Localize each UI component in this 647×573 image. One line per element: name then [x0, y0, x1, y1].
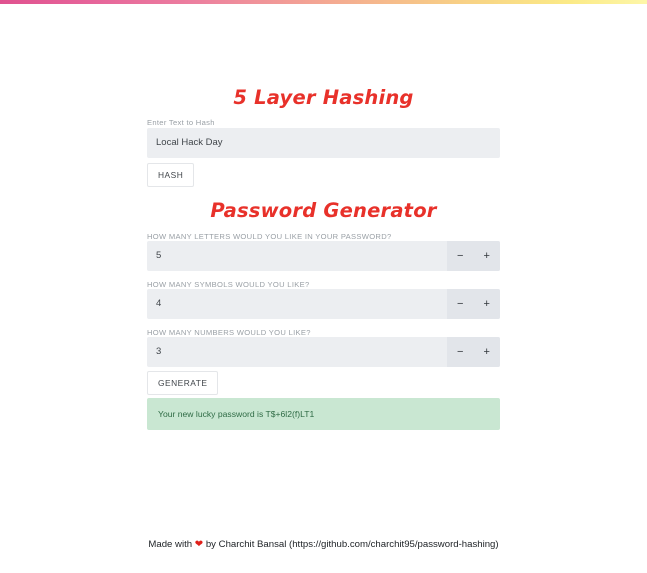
hashing-heading: 5 Layer Hashing	[233, 86, 414, 109]
letters-stepper-row[interactable]	[147, 241, 500, 271]
hash-input-label: Enter Text to Hash	[147, 118, 215, 127]
numbers-stepper[interactable]	[447, 337, 500, 367]
letters-field-label: HOW MANY LETTERS WOULD YOU LIKE IN YOUR PASSWORD?	[147, 232, 392, 241]
heart-icon: ❤	[194, 539, 204, 550]
symbols-stepper-row[interactable]	[147, 289, 500, 319]
numbers-input-value[interactable]: 3	[156, 346, 162, 357]
generate-button[interactable]: GENERATE	[147, 371, 218, 395]
numbers-stepper-row[interactable]	[147, 337, 500, 367]
symbols-decrement-button[interactable]: −	[449, 289, 471, 319]
letters-decrement-button[interactable]: −	[449, 241, 471, 271]
generate-button-wrap	[147, 371, 500, 395]
symbols-input-value[interactable]: 4	[156, 298, 162, 309]
hash-text-input-value[interactable]: Local Hack Day	[156, 137, 223, 148]
footer-prefix: Made with	[148, 539, 195, 550]
footer	[147, 536, 500, 553]
footer-suffix: by Charchit Bansal (https://github.com/charchit95/password-hashing)	[203, 539, 499, 550]
symbols-field-label: HOW MANY SYMBOLS WOULD YOU LIKE?	[147, 280, 310, 289]
hash-button-wrap	[147, 163, 500, 187]
numbers-field-wrap	[147, 337, 500, 367]
numbers-increment-button[interactable]: +	[476, 337, 498, 367]
letters-field-wrap	[147, 241, 500, 271]
hash-button[interactable]: HASH	[147, 163, 194, 187]
numbers-field-label: HOW MANY NUMBERS WOULD YOU LIKE?	[147, 328, 311, 337]
hash-input-label-wrap	[147, 117, 500, 128]
password-result-alert: Your new lucky password is T$+6l2(f)LT1	[147, 398, 500, 430]
symbols-stepper[interactable]	[447, 289, 500, 319]
hash-text-input[interactable]	[147, 128, 500, 158]
password-result-wrap	[147, 398, 500, 430]
numbers-decrement-button[interactable]: −	[449, 337, 471, 367]
letters-input-value[interactable]: 5	[156, 250, 162, 261]
hash-input-wrap	[147, 128, 500, 158]
letters-stepper[interactable]	[447, 241, 500, 271]
letters-increment-button[interactable]: +	[476, 241, 498, 271]
symbols-field-wrap	[147, 289, 500, 319]
symbols-increment-button[interactable]: +	[476, 289, 498, 319]
password-generator-heading: Password Generator	[210, 199, 437, 222]
